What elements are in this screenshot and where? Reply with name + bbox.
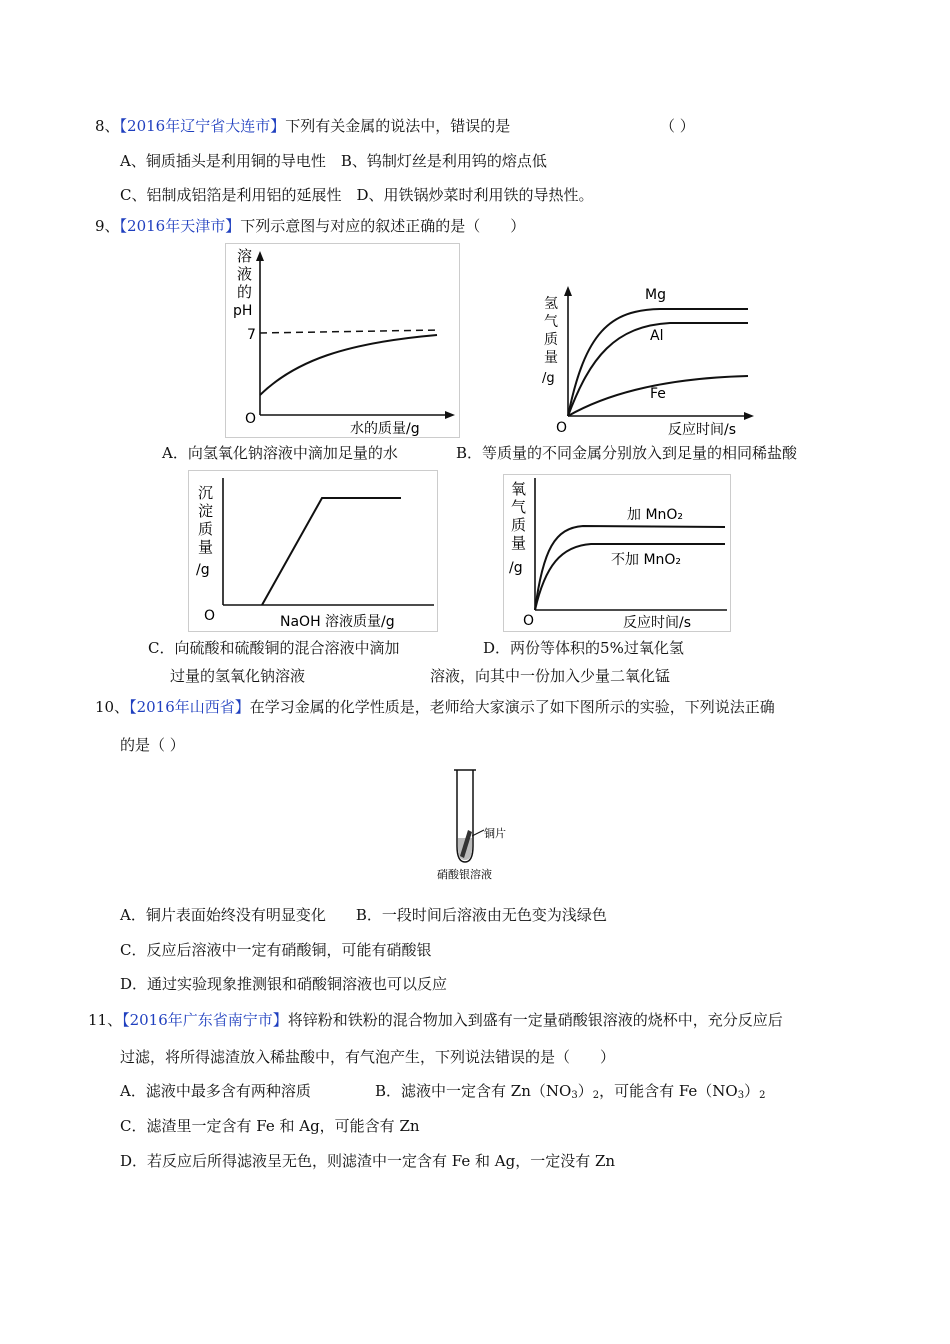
chart-c-ylabel-1: 淀: [198, 502, 214, 520]
chart-d-label-without: 不加 MnO₂: [611, 552, 682, 568]
q11-option-b-part3: ，可能含有 Fe（NO: [599, 1082, 738, 1100]
chart-b-label-al: Al: [650, 328, 664, 344]
q11-option-b-part1: B．滤液中一定含有 Zn（NO: [375, 1082, 572, 1100]
q9-caption-a: A．向氢氧化钠溶液中滴加足量的水: [162, 444, 398, 462]
q11-option-d: D．若反应后所得滤液呈无色，则滤渣中一定含有 Fe 和 Ag，一定没有 Zn: [120, 1152, 616, 1170]
q9-caption-b: B．等质量的不同金属分别放入到足量的相同稀盐酸: [456, 444, 798, 462]
chart-b-ylabel-3: 量: [544, 350, 558, 366]
chart-d-ylabel-3: 量: [511, 534, 527, 552]
q9-stem-line: [95, 216, 525, 236]
chart-b-ylabel-2: 质: [544, 332, 558, 348]
q11-option-c: C．滤渣里一定含有 Fe 和 Ag，可能含有 Zn: [120, 1117, 420, 1135]
q8-options-ab: A、铜质插头是利用铜的导电性 B、钨制灯丝是利用钨的熔点低: [120, 152, 547, 170]
chart-d-ylabel-4: /g: [509, 560, 523, 576]
chart-d-ylabel-0: 氧: [511, 480, 527, 498]
q8-number: 8、: [95, 117, 120, 135]
chart-b-ylabel-0: 氢: [544, 296, 558, 312]
q11-sub-2b: 2: [759, 1090, 766, 1101]
q8-answer-paren: （ ）: [660, 117, 695, 135]
label-silver-nitrate: 硝酸银溶液: [437, 868, 492, 881]
chart-c-origin: O: [204, 608, 216, 624]
q10-option-c: C．反应后溶液中一定有硝酸铜，可能有硝酸银: [120, 941, 432, 959]
chart-c: [188, 470, 438, 632]
chart-b-ylabel-1: 气: [544, 314, 558, 330]
q11-option-b: [375, 1081, 766, 1106]
chart-d-label-with: 加 MnO₂: [627, 507, 684, 523]
q9-caption-c2: 过量的氢氧化钠溶液: [170, 667, 306, 685]
q9-source: 【2016年天津市】: [119, 217, 241, 235]
chart-d-series-with-mno2: [535, 526, 725, 610]
q11-number: 11、: [88, 1011, 123, 1029]
chart-b-label-mg: Mg: [645, 287, 666, 303]
chart-b-xlabel: 反应时间/s: [668, 422, 737, 438]
q8-stem: 下列有关金属的说法中，错误的是: [285, 117, 511, 135]
q10-stem-line: [95, 697, 775, 717]
q11-option-b-part4: ）: [744, 1082, 760, 1100]
q11-sub-2a: 2: [592, 1090, 600, 1101]
chart-d-ylabel-2: 质: [511, 516, 527, 534]
chart-a-ylabel-2: 的: [237, 283, 253, 301]
chart-a-ylabel-3: pH: [233, 303, 253, 319]
q10-options-ab: A．铜片表面始终没有明显变化 B．一段时间后溶液由无色变为浅绿色: [120, 906, 607, 924]
q10-number: 10、: [95, 698, 130, 716]
q11-stem: 将锌粉和铁粉的混合物加入到盛有一定量硝酸银溶液的烧杯中，充分反应后: [287, 1011, 783, 1029]
q9-caption-d2: 溶液，向其中一份加入少量二氧化锰: [430, 667, 671, 685]
q8-source: 【2016年辽宁省大连市】: [119, 117, 286, 135]
q11-option-b-part2: ）: [577, 1082, 593, 1100]
chart-c-xlabel: NaOH 溶液质量/g: [280, 614, 395, 630]
chart-c-curve: [262, 498, 401, 605]
chart-a-origin: O: [245, 411, 257, 427]
q11-sub-3a: 3: [571, 1090, 578, 1101]
q10-option-d: D．通过实验现象推测银和硝酸铜溶液也可以反应: [120, 975, 448, 993]
q8-options-cd: C、铝制成铝箔是利用铝的延展性 D、用铁锅炒菜时利用铁的导热性。: [120, 186, 594, 204]
q11-stem-line: [88, 1010, 783, 1030]
chart-a-tick-7: 7: [247, 327, 256, 343]
test-tube-figure: [430, 766, 520, 884]
q9-number: 9、: [95, 217, 120, 235]
q11-stem-line-2: 过滤，将所得滤渣放入稀盐酸中，有气泡产生，下列说法错误的是（ ）: [120, 1048, 616, 1066]
q11-sub-3b: 3: [737, 1090, 745, 1101]
q11-source: 【2016年广东省南宁市】: [122, 1011, 288, 1029]
chart-c-ylabel-3: 量: [198, 538, 214, 556]
chart-a-ph7-line: [260, 330, 440, 333]
chart-a-xlabel: 水的质量/g: [350, 421, 420, 437]
chart-d-xlabel: 反应时间/s: [623, 615, 692, 631]
chart-a-ylabel-0: 溶: [237, 247, 253, 265]
label-copper-piece: 铜片: [484, 827, 506, 840]
q9-stem: 下列示意图与对应的叙述正确的是（ ）: [240, 217, 526, 235]
chart-d: [503, 474, 731, 632]
q8-stem-line: [95, 116, 510, 136]
chart-b-label-fe: Fe: [650, 386, 666, 402]
q11-option-a: A．滤液中最多含有两种溶质: [120, 1082, 311, 1100]
chart-a: [225, 243, 460, 438]
chart-b-ylabel-4: /g: [542, 371, 555, 386]
q10-stem: 在学习金属的化学性质是，老师给大家演示了如下图所示的实验，下列说法正确: [249, 698, 775, 716]
q10-stem-line-2: 的是（ ）: [120, 736, 185, 754]
q9-caption-c1: C．向硫酸和硫酸铜的混合溶液中滴加: [148, 639, 400, 657]
chart-b: [540, 282, 760, 440]
chart-d-ylabel-1: 气: [511, 498, 527, 516]
chart-a-ylabel-1: 液: [237, 265, 253, 283]
q10-source: 【2016年山西省】: [129, 698, 250, 716]
chart-c-ylabel-2: 质: [198, 520, 214, 538]
chart-d-origin: O: [523, 613, 535, 629]
chart-c-ylabel-4: /g: [196, 562, 210, 578]
chart-c-ylabel-0: 沉: [198, 484, 214, 502]
chart-b-origin: O: [556, 420, 568, 436]
chart-a-curve: [260, 335, 437, 395]
q9-caption-d1: D．两份等体积的5%过氧化氢: [483, 639, 684, 657]
